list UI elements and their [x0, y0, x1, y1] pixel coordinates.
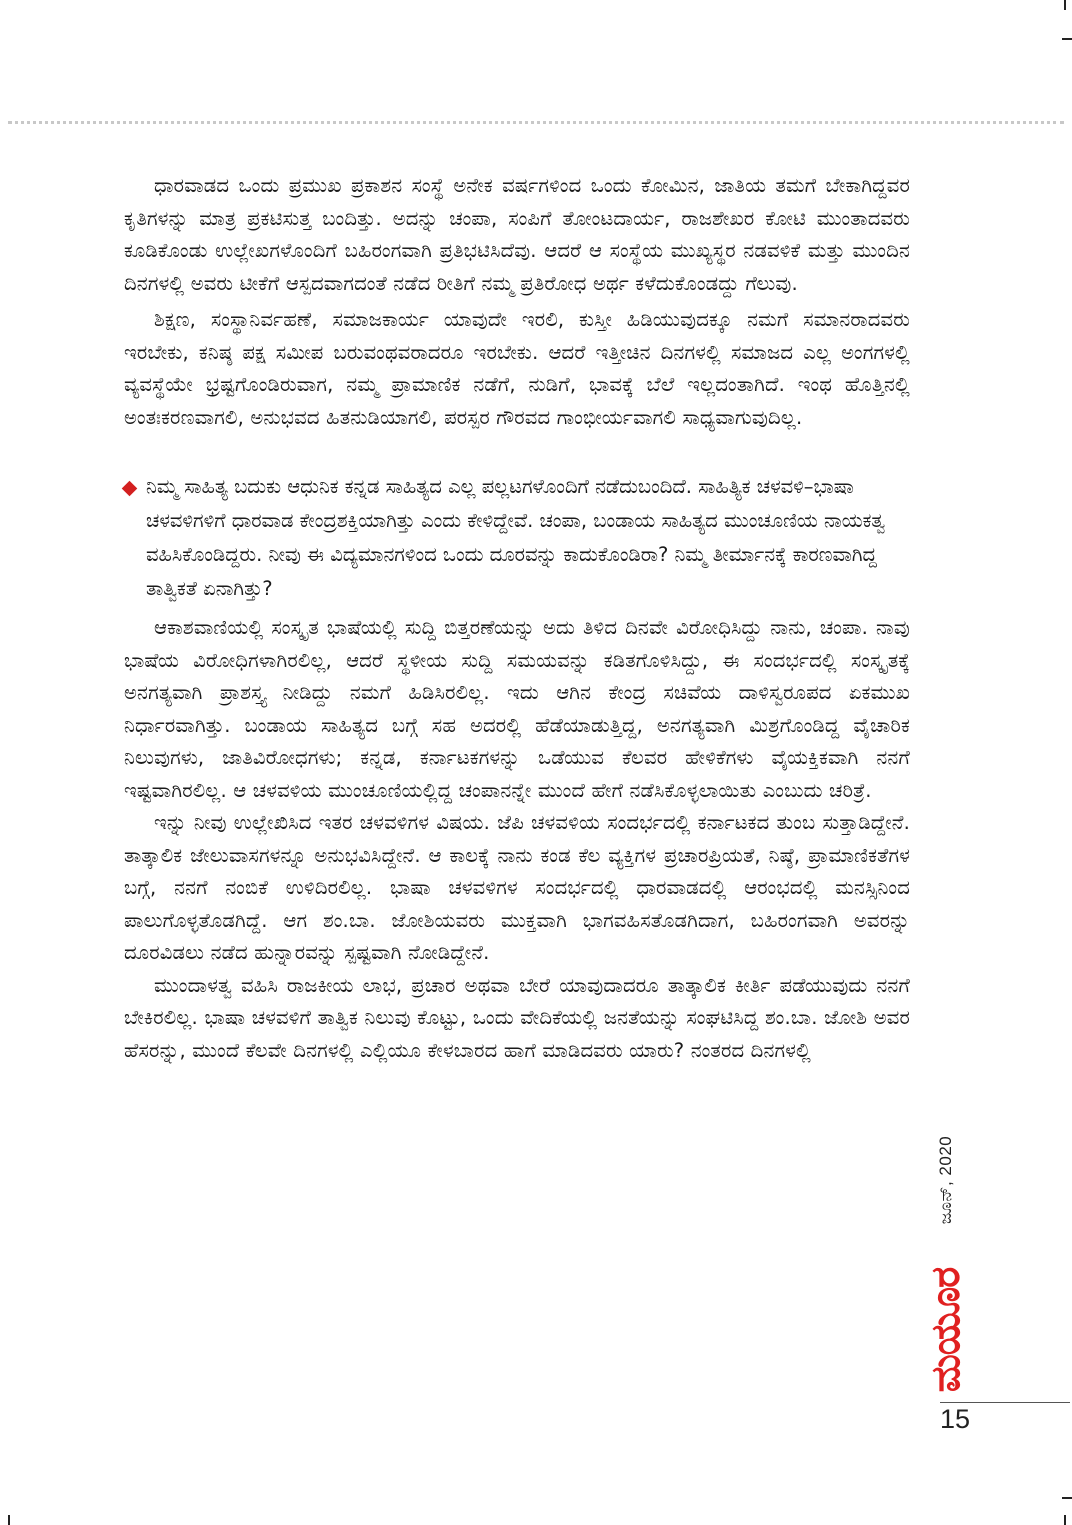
- paragraph-3: ಆಕಾಶವಾಣಿಯಲ್ಲಿ ಸಂಸ್ಕೃತ ಭಾಷೆಯಲ್ಲಿ ಸುದ್ದಿ ಬಿತ್ತರಣೆಯನ್ನು ಅದು ತಿಳಿದ ದಿನವೇ ವಿರೋಧಿಸಿದ್ದು ನಾನು, ಚಂಪಾ. ನಾವು ಭಾಷೆಯ ವಿರೋಧಿಗಳಾಗಿರಲಿಲ್ಲ, ಆದರೆ ಸ್ಥಳೀಯ ಸುದ್ದಿ ಸಮಯವನ್ನು ಕಡಿತಗೊಳಿಸಿದ್ದು, ಈ ಸಂದರ್ಭದಲ್ಲಿ ಸಂಸ್ಕೃತಕ್ಕೆ ಅನಗತ್ಯವಾಗಿ ಪ್ರಾಶಸ್ತ್ಯ ನೀಡಿದ್ದು ನಮಗೆ ಹಿಡಿಸಿರಲಿಲ್ಲ. ಇದು ಆಗಿನ ಕೇಂದ್ರ ಸಚಿವೆಯ ದಾಳಿಸ್ವರೂಪದ ಏಕಮುಖ ನಿರ್ಧಾರವಾಗಿತ್ತು. ಬಂಡಾಯ ಸಾಹಿತ್ಯದ ಬಗ್ಗೆ ಸಹ ಅದರಲ್ಲಿ ಹೆಡೆಯಾಡುತ್ತಿದ್ದ, ಅನಗತ್ಯವಾಗಿ ಮಿಶ್ರಗೊಂಡಿದ್ದ ವೈಚಾರಿಕ ನಿಲುವುಗಳು, ಜಾತಿವಿರೋಧಗಳು; ಕನ್ನಡ, ಕರ್ನಾಟಕಗಳನ್ನು ಒಡೆಯುವ ಕೆಲವರ ಹೇಳಿಕೆಗಳು ವೈಯಕ್ತಿಕವಾಗಿ ನನಗೆ ಇಷ್ಟವಾಗಿರಲಿಲ್ಲ. ಆ ಚಳವಳಿಯ ಮುಂಚೂಣಿಯಲ್ಲಿದ್ದ ಚಂಪಾನನ್ನೇ ಮುಂದೆ ಹೇಗೆ ನಡೆಸಿಕೊಳ್ಳಲಾಯಿತು ಎಂಬುದು ಚರಿತ್ರೆ.: [124, 616, 910, 802]
- crop-mark-bottom-left: [8, 1515, 10, 1525]
- side-banner: [918, 1100, 974, 1400]
- paragraph-4: ಇನ್ನು ನೀವು ಉಲ್ಲೇಖಿಸಿದ ಇತರ ಚಳವಳಿಗಳ ವಿಷಯ. ಜೆಪಿ ಚಳವಳಿಯ ಸಂದರ್ಭದಲ್ಲಿ ಕರ್ನಾಟಕದ ತುಂಬ ಸುತ್ತಾಡಿದ್ದೇನೆ. ತಾತ್ಕಾಲಿಕ ಜೇಲುವಾಸಗಳನ್ನೂ ಅನುಭವಿಸಿದ್ದೇನೆ. ಆ ಕಾಲಕ್ಕೆ ನಾನು ಕಂಡ ಕೆಲ ವ್ಯಕ್ತಿಗಳ ಪ್ರಚಾರಪ್ರಿಯತೆ, ನಿಷ್ಠೆ, ಪ್ರಾಮಾಣಿಕತೆಗಳ ಬಗ್ಗೆ, ನನಗೆ ನಂಬಿಕೆ ಉಳಿದಿರಲಿಲ್ಲ. ಭಾಷಾ ಚಳವಳಿಗಳ ಸಂದರ್ಭದಲ್ಲಿ ಧಾರವಾಡದಲ್ಲಿ ಆರಂಭದಲ್ಲಿ ಮನಸ್ಸಿನಿಂದ ಪಾಲುಗೊಳ್ಳತೊಡಗಿದ್ದೆ. ಆಗ ಶಂ.ಬಾ. ಜೋಶಿಯವರು ಮುಕ್ತವಾಗಿ ಭಾಗವಹಿಸತೊಡಗಿದಾಗ, ಬಹಿರಂಗವಾಗಿ ಅವರನ್ನು ದೂರವಿಡಲು ನಡೆದ ಹುನ್ನಾರವನ್ನು ಸ್ಪಷ್ಟವಾಗಿ ನೋಡಿದ್ದೇನೆ.: [124, 811, 910, 964]
- page-number: 15: [940, 1404, 971, 1434]
- issue-date: [918, 1100, 974, 1260]
- crop-mark-bottom-right: [1064, 1515, 1066, 1525]
- paragraph-5: ಮುಂದಾಳತ್ವ ವಹಿಸಿ ರಾಜಕೀಯ ಲಾಭ, ಪ್ರಚಾರ ಅಥವಾ ಬೇರೆ ಯಾವುದಾದರೂ ತಾತ್ಕಾಲಿಕ ಕೀರ್ತಿ ಪಡೆಯುವುದು ನನಗೆ ಬೇಕಿರಲಿಲ್ಲ. ಭಾಷಾ ಚಳವಳಿಗೆ ತಾತ್ವಿಕ ನಿಲುವು ಕೊಟ್ಟು, ಒಂದು ವೇದಿಕೆಯಲ್ಲಿ ಜನತೆಯನ್ನು ಸಂಘಟಿಸಿದ್ದ ಶಂ.ಬಾ. ಜೋಶಿ ಅವರ ಹೆಸರನ್ನು, ಮುಂದೆ ಕೆಲವೇ ದಿನಗಳಲ್ಲಿ ಎಲ್ಲಿಯೂ ಕೇಳಬಾರದ ಹಾಗೆ ಮಾಡಿದವರು ಯಾರು? ನಂತರದ ದಿನಗಳಲ್ಲಿ: [124, 973, 910, 1062]
- crop-mark-top-right: [1064, 0, 1066, 10]
- crop-mark-top-right-h: [1062, 38, 1072, 40]
- diamond-bullet-icon: [122, 481, 138, 497]
- article-body: [124, 170, 910, 1067]
- interview-question: [124, 470, 910, 606]
- magazine-logo: [918, 1260, 974, 1400]
- paragraph-2: ಶಿಕ್ಷಣ, ಸಂಸ್ಥಾನಿರ್ವಹಣೆ, ಸಮಾಜಕಾರ್ಯ ಯಾವುದೇ ಇರಲಿ, ಕುಸ್ತೀ ಹಿಡಿಯುವುದಕ್ಕೂ ನಮಗೆ ಸಮಾನರಾದವರು ಇರಬೇಕು, ಕನಿಷ್ಠ ಪಕ್ಷ ಸಮೀಪ ಬರುವಂಥವರಾದರೂ ಇರಬೇಕು. ಆದರೆ ಇತ್ತೀಚಿನ ದಿನಗಳಲ್ಲಿ ಸಮಾಜದ ಎಲ್ಲ ಅಂಗಗಳಲ್ಲಿ ವ್ಯವಸ್ಥೆಯೇ ಭ್ರಷ್ಟಗೊಂಡಿರುವಾಗ, ನಮ್ಮ ಪ್ರಾಮಾಣಿಕ ನಡೆಗೆ, ನುಡಿಗೆ, ಭಾವಕ್ಕೆ ಬೆಲೆ ಇಲ್ಲದಂತಾಗಿದೆ. ಇಂಥ ಹೊತ್ತಿನಲ್ಲಿ ಅಂತಃಕರಣವಾಗಲಿ, ಅನುಭವದ ಹಿತನುಡಿಯಾಗಲಿ, ಪರಸ್ಪರ ಗೌರವದ ಗಾಂಭೀರ್ಯವಾಗಲಿ ಸಾಧ್ಯವಾಗುವುದಿಲ್ಲ.: [124, 308, 910, 429]
- issue-date-text: ಜೂನ್, 2020: [936, 1135, 955, 1225]
- header-dotted-rule: [8, 121, 1064, 124]
- page-number-rule: [940, 1402, 1070, 1403]
- magazine-logo-text: ಮಯೂರ: [923, 1267, 969, 1393]
- crop-mark-bottom-right-h: [1062, 1497, 1072, 1499]
- question-text: ನಿಮ್ಮ ಸಾಹಿತ್ಯ ಬದುಕು ಆಧುನಿಕ ಕನ್ನಡ ಸಾಹಿತ್ಯದ ಎಲ್ಲ ಪಲ್ಲಟಗಳೊಂದಿಗೆ ನಡೆದುಬಂದಿದೆ. ಸಾಹಿತ್ಯಿಕ ಚಳವಳಿ–ಭಾಷಾ ಚಳವಳಿಗಳಿಗೆ ಧಾರವಾಡ ಕೇಂದ್ರಶಕ್ತಿಯಾಗಿತ್ತು ಎಂದು ಕೇಳಿದ್ದೇವೆ. ಚಂಪಾ, ಬಂಡಾಯ ಸಾಹಿತ್ಯದ ಮುಂಚೂಣಿಯ ನಾಯಕತ್ವ ವಹಿಸಿಕೊಂಡಿದ್ದರು. ನೀವು ಈ ವಿದ್ಯಮಾನಗಳಿಂದ ಒಂದು ದೂರವನ್ನು ಕಾದುಕೊಂಡಿರಾ? ನಿಮ್ಮ ತೀರ್ಮಾನಕ್ಕೆ ಕಾರಣವಾಗಿದ್ದ ತಾತ್ವಿಕತೆ ಏನಾಗಿತ್ತು?: [146, 475, 886, 600]
- paragraph-1: ಧಾರವಾಡದ ಒಂದು ಪ್ರಮುಖ ಪ್ರಕಾಶನ ಸಂಸ್ಥೆ ಅನೇಕ ವರ್ಷಗಳಿಂದ ಒಂದು ಕೋಮಿನ, ಜಾತಿಯ ತಮಗೆ ಬೇಕಾಗಿದ್ದವರ ಕೃತಿಗಳನ್ನು ಮಾತ್ರ ಪ್ರಕಟಿಸುತ್ತ ಬಂದಿತ್ತು. ಅದನ್ನು ಚಂಪಾ, ಸಂಪಿಗೆ ತೋಂಟದಾರ್ಯ, ರಾಜಶೇಖರ ಕೋಟಿ ಮುಂತಾದವರು ಕೂಡಿಕೊಂಡು ಉಲ್ಲೇಖಗಳೊಂದಿಗೆ ಬಹಿರಂಗವಾಗಿ ಪ್ರತಿಭಟಿಸಿದೆವು. ಆದರೆ ಆ ಸಂಸ್ಥೆಯ ಮುಖ್ಯಸ್ಥರ ನಡವಳಿಕೆ ಮತ್ತು ಮುಂದಿನ ದಿನಗಳಲ್ಲಿ ಅವರು ಟೀಕೆಗೆ ಆಸ್ಪದವಾಗದಂತೆ ನಡೆದ ರೀತಿಗೆ ನಮ್ಮ ಪ್ರತಿರೋಧ ಅರ್ಥ ಕಳೆದುಕೊಂಡದ್ದು ಗೆಲುವು.: [124, 174, 910, 295]
